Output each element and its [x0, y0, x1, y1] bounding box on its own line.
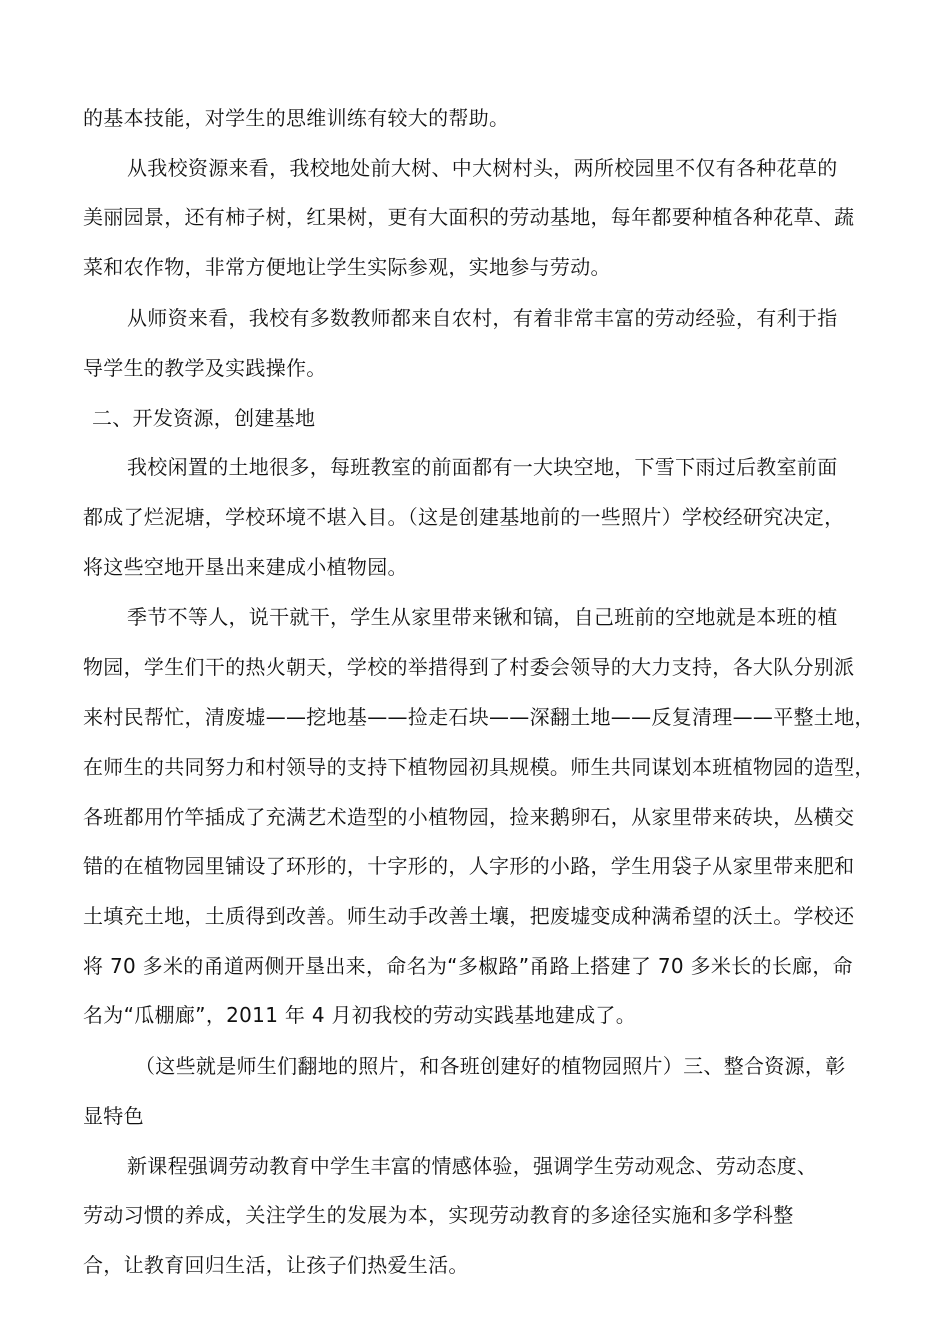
- text-line: 将这些空地开垦出来建成小植物园。: [83, 555, 408, 579]
- text-line: 显特色: [83, 1104, 144, 1128]
- text-line: 土填充土地，土质得到改善。师生动手改善土壤，把废墟变成种满希望的沃土。学校还: [83, 904, 855, 928]
- text-line: 美丽园景，还有柿子树，红果树，更有大面积的劳动基地，每年都要种植各种花草、蔬: [83, 205, 855, 229]
- text-line: 的基本技能，对学生的思维训练有较大的帮助。: [83, 106, 510, 130]
- text-line: 物园，学生们干的热火朝天，学校的举措得到了村委会领导的大力支持，各大队分别派: [83, 655, 855, 679]
- text-line: 季节不等人，说干就干，学生从家里带来锹和镐，自己班前的空地就是本班的植: [127, 605, 838, 629]
- text-line: 从我校资源来看，我校地处前大树、中大树村头，两所校园里不仅有各种花草的: [127, 156, 838, 180]
- text-line: （这些就是师生们翻地的照片，和各班创建好的植物园照片）三、整合资源，彰: [135, 1054, 846, 1078]
- section-heading: 二、开发资源，创建基地: [92, 406, 316, 430]
- text-line: 在师生的共同努力和村领导的支持下植物园初具规模。师生共同谋划本班植物园的造型，: [83, 755, 875, 779]
- text-line: 各班都用竹竿插成了充满艺术造型的小植物园，捡来鹅卵石，从家里带来砖块，丛横交: [83, 805, 855, 829]
- text-line: 错的在植物园里铺设了环形的，十字形的，人字形的小路，学生用袋子从家里带来肥和: [83, 854, 855, 878]
- text-line: 合，让教育回归生活，让孩子们热爱生活。: [83, 1253, 469, 1277]
- text-line: 菜和农作物，非常方便地让学生实际参观，实地参与劳动。: [83, 255, 611, 279]
- text-line: 将 70 多米的甬道两侧开垦出来，命名为“多椒路”甬路上搭建了 70 多米长的长廊，命: [83, 954, 853, 978]
- text-line: 劳动习惯的养成，关注学生的发展为本，实现劳动教育的多途径实施和多学科整: [83, 1203, 794, 1227]
- text-line: 来村民帮忙，清废墟——挖地基——捡走石块——深翻土地——反复清理——平整土地，: [83, 705, 875, 729]
- text-line: 我校闲置的土地很多，每班教室的前面都有一大块空地，下雪下雨过后教室前面: [127, 455, 838, 479]
- text-line: 名为“瓜棚廊”，2011 年 4 月初我校的劳动实践基地建成了。: [83, 1003, 637, 1027]
- text-line: 新课程强调劳动教育中学生丰富的情感体验，强调学生劳动观念、劳动态度、: [127, 1154, 818, 1178]
- text-line: 导学生的教学及实践操作。: [83, 356, 327, 380]
- text-line: 从师资来看，我校有多数教师都来自农村，有着非常丰富的劳动经验，有利于指: [127, 306, 838, 330]
- text-line: 都成了烂泥塘，学校环境不堪入目。（这是创建基地前的一些照片）学校经研究决定，: [83, 505, 845, 529]
